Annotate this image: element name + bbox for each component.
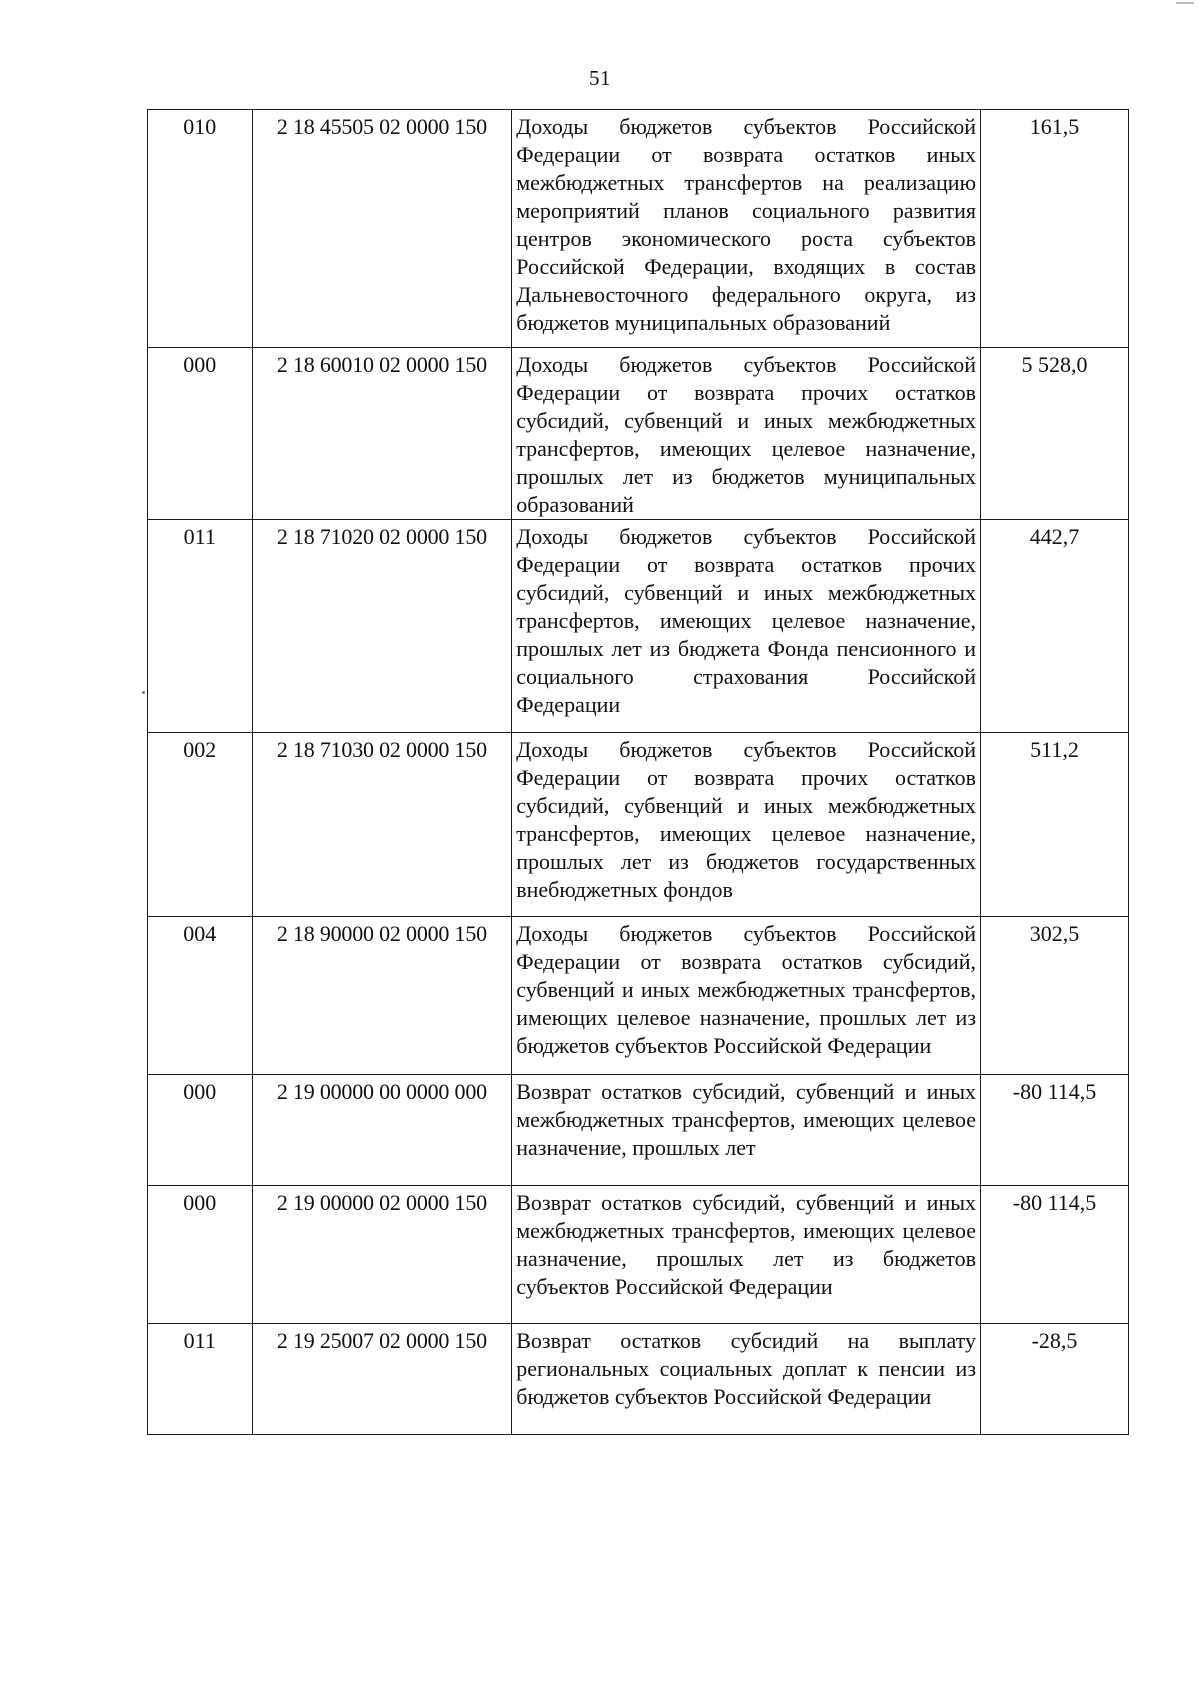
- admin-code-cell: 011: [148, 520, 253, 733]
- admin-code-cell: 010: [148, 110, 253, 348]
- table-row: [148, 348, 1129, 520]
- budget-code-cell: 2 18 45505 02 0000 150: [252, 110, 512, 348]
- budget-code-cell: 2 19 00000 02 0000 150: [252, 1186, 512, 1324]
- revenue-name-cell: Доходы бюджетов субъектов Российской Федерации от возврата прочих остатков субсидий, субвенций и иных межбюджетных трансфертов, имеющих целевое назначение, прошлых лет из бюджетов государственных внебюджетных фондов: [512, 733, 981, 917]
- table-row: [148, 1075, 1129, 1186]
- budget-code-cell: 2 19 25007 02 0000 150: [252, 1324, 512, 1435]
- amount-cell: -80 114,5: [981, 1075, 1129, 1186]
- amount-cell: -28,5: [981, 1324, 1129, 1435]
- revenue-name-cell: Доходы бюджетов субъектов Российской Федерации от возврата остатков прочих субсидий, субвенций и иных межбюджетных трансфертов, имеющих целевое назначение, прошлых лет из бюджета Фонда пенсионного и социального страхования Российской Федерации: [512, 520, 981, 733]
- admin-code-cell: 000: [148, 348, 253, 520]
- revenue-name-cell: Доходы бюджетов субъектов Российской Федерации от возврата прочих остатков субсидий, субвенций и иных межбюджетных трансфертов, имеющих целевое назначение, прошлых лет из бюджетов муниципальных образований: [512, 348, 981, 520]
- revenue-name-cell: Возврат остатков субсидий на выплату региональных социальных доплат к пенсии из бюджетов субъектов Российской Федерации: [512, 1324, 981, 1435]
- budget-revenue-table: [147, 109, 1129, 1435]
- budget-code-cell: 2 18 71020 02 0000 150: [252, 520, 512, 733]
- admin-code-cell: 000: [148, 1186, 253, 1324]
- budget-code-cell: 2 18 90000 02 0000 150: [252, 917, 512, 1075]
- revenue-name-cell: Возврат остатков субсидий, субвенций и иных межбюджетных трансфертов, имеющих целевое назначение, прошлых лет: [512, 1075, 981, 1186]
- page-number: 51: [589, 66, 611, 90]
- table-row: [148, 110, 1129, 348]
- admin-code-cell: 002: [148, 733, 253, 917]
- budget-code-cell: 2 18 60010 02 0000 150: [252, 348, 512, 520]
- table-row: [148, 1324, 1129, 1435]
- revenue-name-cell: Возврат остатков субсидий, субвенций и иных межбюджетных трансфертов, имеющих целевое назначение, прошлых лет из бюджетов субъектов Российской Федерации: [512, 1186, 981, 1324]
- amount-cell: 442,7: [981, 520, 1129, 733]
- amount-cell: -80 114,5: [981, 1186, 1129, 1324]
- scan-margin-dot: [142, 691, 145, 694]
- table-row: [148, 917, 1129, 1075]
- table-row: [148, 733, 1129, 917]
- amount-cell: 511,2: [981, 733, 1129, 917]
- table-row: [148, 1186, 1129, 1324]
- amount-cell: 161,5: [981, 110, 1129, 348]
- revenue-name-cell: Доходы бюджетов субъектов Российской Федерации от возврата остатков иных межбюджетных трансфертов на реализацию мероприятий планов социального развития центров экономического роста субъектов Российской Федерации, входящих в состав Дальневосточного федерального округа, из бюджетов муниципальных образований: [512, 110, 981, 348]
- amount-cell: 302,5: [981, 917, 1129, 1075]
- budget-code-cell: 2 18 71030 02 0000 150: [252, 733, 512, 917]
- admin-code-cell: 004: [148, 917, 253, 1075]
- admin-code-cell: 011: [148, 1324, 253, 1435]
- revenue-name-cell: Доходы бюджетов субъектов Российской Федерации от возврата остатков субсидий, субвенций и иных межбюджетных трансфертов, имеющих целевое назначение, прошлых лет из бюджетов субъектов Российской Федерации: [512, 917, 981, 1075]
- table-row: [148, 520, 1129, 733]
- budget-code-cell: 2 19 00000 00 0000 000: [252, 1075, 512, 1186]
- scan-corner-mark: [1176, 2, 1194, 4]
- amount-cell: 5 528,0: [981, 348, 1129, 520]
- admin-code-cell: 000: [148, 1075, 253, 1186]
